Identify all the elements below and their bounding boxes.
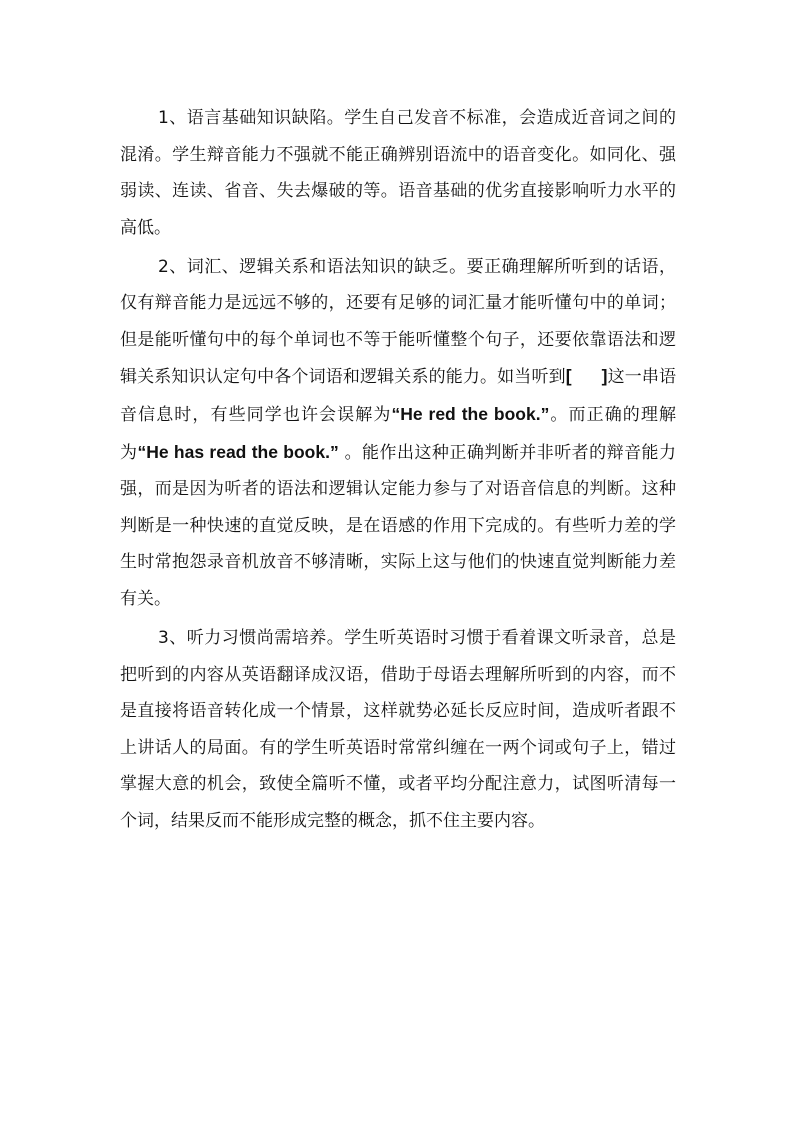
paragraph-2-text-d: 。能作出这种正确判断并非听者的辩音能力强，而是因为听者的语法和逻辑认定能力参与了对语音信息的判断。这种判断是一种快速的直觉反映，是在语感的作用下完成的。有些听力差的学生时常抱怨录音机放音不够清晰，实际上这与他们的快速直觉判断能力差有关。 <box>120 442 676 610</box>
document-body <box>120 100 676 842</box>
paragraph-3-number: 3、 <box>158 627 187 648</box>
paragraph-1 <box>120 100 676 246</box>
correct-interpretation-quote: “He has read the book.” <box>137 441 339 462</box>
phonetic-bracket: [ ] <box>565 366 608 387</box>
wrong-interpretation-quote: “He red the book.” <box>391 404 550 425</box>
paragraph-1-text: 语言基础知识缺陷。学生自己发音不标准，会造成近音词之间的混淆。学生辩音能力不强就不能正确辨别语流中的语音变化。如同化、强弱读、连读、省音、失去爆破的等。语音基础的优劣直接影响听力水平的高低。 <box>120 108 676 238</box>
paragraph-2 <box>120 249 676 618</box>
paragraph-2-text-b: 这一串语音信息时，有些同学也许会误解为 <box>120 367 677 426</box>
paragraph-1-number: 1、 <box>158 108 187 128</box>
paragraph-2-text-c: 。而正确的理解为 <box>120 405 676 463</box>
paragraph-3-text: 听力习惯尚需培养。学生听英语时习惯于看着课文听录音，总是把听到的内容从英语翻译成汉语，借助于母语去理解所听到的内容，而不是直接将语音转化成一个情景，这样就势必延长反应时间，造成听者跟不上讲话人的局面。有的学生听英语时常常纠缠在一两个词或句子上，错过掌握大意的机会，致使全篇听不懂，或者平均分配注意力，试图听清每一个词，结果反而不能形成完整的概念，抓不住主要内容。 <box>120 627 676 831</box>
paragraph-2-number: 2、 <box>158 256 187 277</box>
paragraph-2-text-a: 词汇、逻辑关系和语法知识的缺乏。要正确理解所听到的话语，仅有辩音能力是远远不够的，还要有足够的词汇量才能听懂句中的单词；但是能听懂句中的每个单词也不等于能听懂整个句子，还要依靠语法和逻辑关系知识认定句中各个词语和逻辑关系的能力。如当听到 <box>120 256 676 388</box>
paragraph-3 <box>120 620 676 840</box>
